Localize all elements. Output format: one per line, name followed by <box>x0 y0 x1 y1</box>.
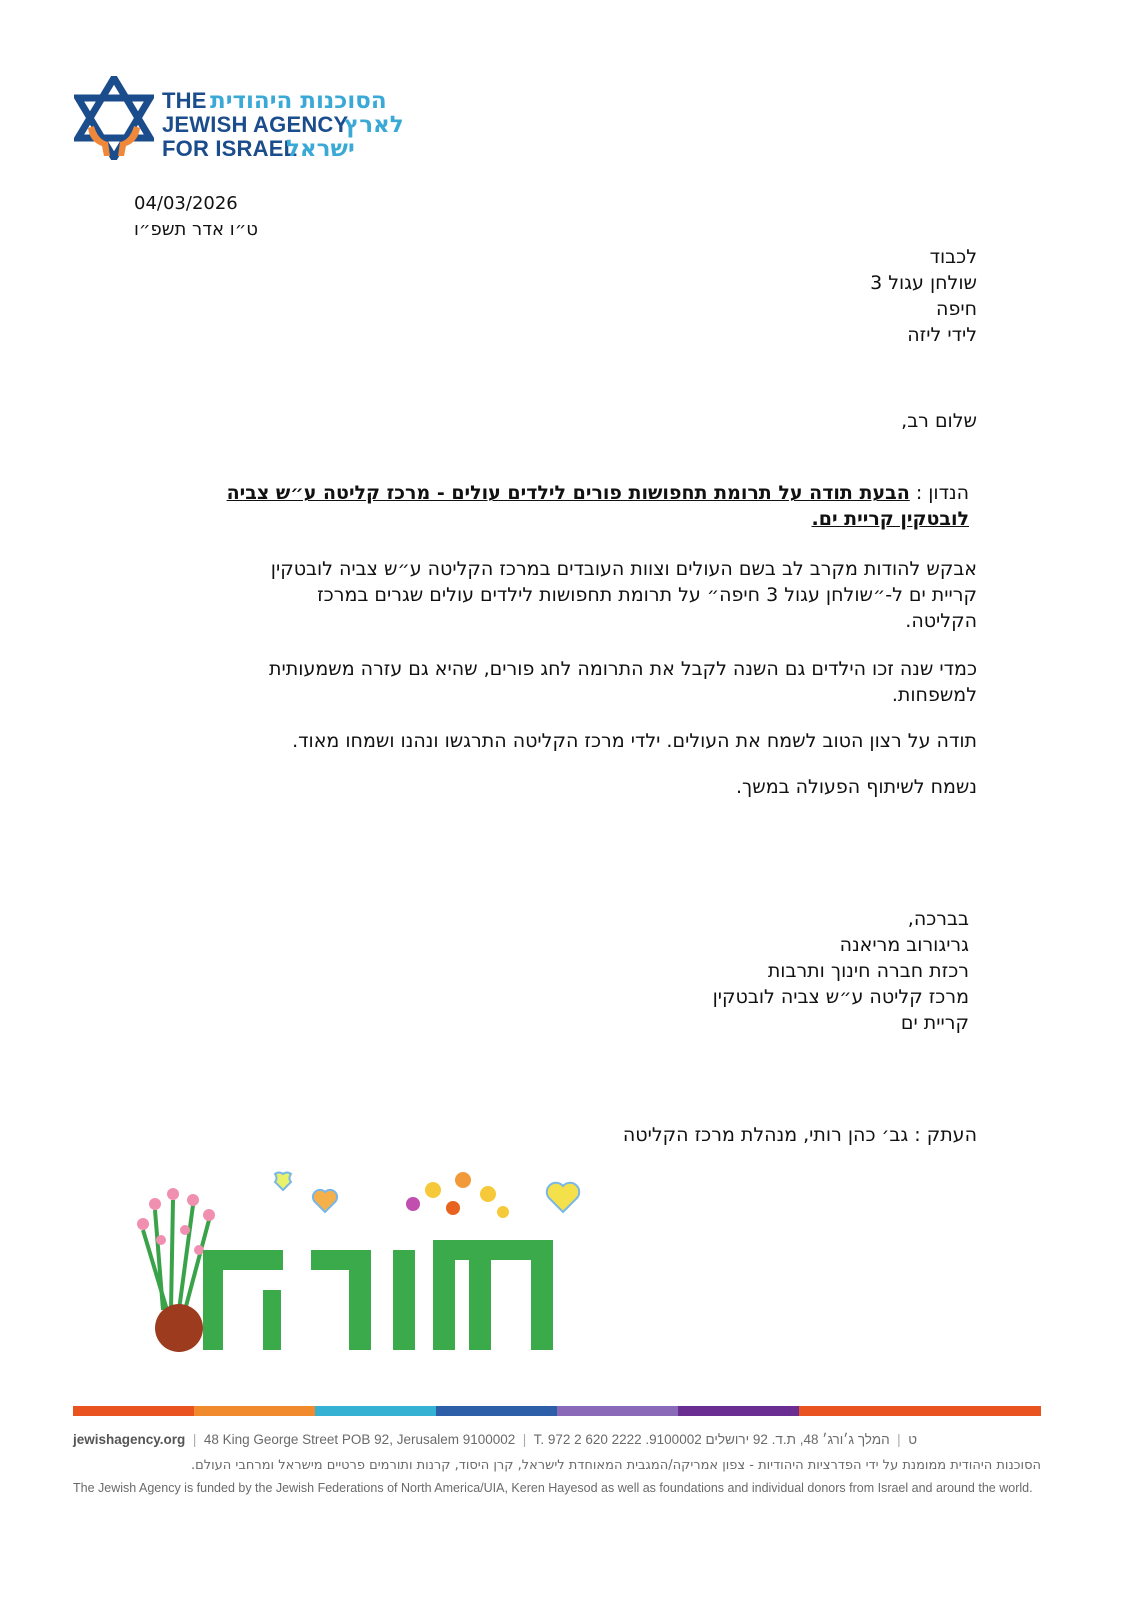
green-letters <box>203 1240 553 1350</box>
subject-block <box>139 480 969 532</box>
recipient-line: שולחן עגול 3 <box>870 272 977 294</box>
star-of-david-hands-icon <box>74 76 154 160</box>
footer-bar-segment <box>436 1406 557 1416</box>
signature-line: רכזת חברה חינוך ותרבות <box>767 960 969 982</box>
logo-he-line3: ישראל <box>286 136 355 162</box>
body-paragraph-2 <box>137 656 977 708</box>
footer-contact-row: jewishagency.org | 48 King George Street POB 92, Jerusalem 9100002 | T. 972 2 620 2222 .ט | המלך ג׳ורג׳ 48, ת.ד. 92 ירושלים 9100002 <box>73 1432 918 1447</box>
footer-bar-segment <box>799 1406 920 1416</box>
gregorian-date: 04/03/2026 <box>134 193 238 214</box>
recipient-line: לכבוד <box>929 246 977 268</box>
footer-bar-segment <box>920 1406 1041 1416</box>
footer-bar-segment <box>557 1406 678 1416</box>
recipient-line: לידי ליזה <box>907 324 977 346</box>
cc-line: העתק : גב׳ כהן רותי, מנהלת מרכז הקליטה <box>622 1124 977 1146</box>
recipient-line: חיפה <box>936 298 977 320</box>
footer-bar-segment <box>315 1406 436 1416</box>
logo-en-line2: JEWISH AGENCY <box>162 112 349 137</box>
subject-label: הנדון : <box>915 482 969 504</box>
logo-he-line2: לארץ <box>344 112 404 138</box>
body-paragraph-1 <box>137 556 977 634</box>
footer-address-he: המלך ג׳ורג׳ 48, ת.ד. 92 ירושלים 9100002 <box>649 1432 890 1447</box>
body-paragraph-3: תודה על רצון הטוב לשמח את העולים. ילדי מרכז הקליטה התרגשו ונהנו ושמחו מאוד. <box>292 730 977 752</box>
recipient-block <box>870 244 977 348</box>
logo-he-line1: הסוכנות היהודית <box>210 88 387 114</box>
footer-bar-segment <box>73 1406 194 1416</box>
footer-funding-en: The Jewish Agency is funded by the Jewish Federations of North America/UIA, Keren Hayesod as well as foundations and individual donors from Israel and around the world. <box>73 1481 1033 1495</box>
logo-en-line1: THE <box>162 88 207 113</box>
body-line: קריית ים ל-״שולחן עגול 3 חיפה״ על תרומת תחפושות לילדים עולים שגרים במרכז <box>317 584 977 606</box>
footer-address-en: 48 King George Street POB 92, Jerusalem 9100002 <box>203 1432 516 1447</box>
signature-line: מרכז קליטה ע״ש צביה לובטקין <box>712 986 969 1008</box>
footer-website[interactable]: jewishagency.org <box>73 1432 186 1447</box>
signature-line: קריית ים <box>900 1012 969 1034</box>
thank-you-illustration <box>133 1160 623 1360</box>
greeting: שלום רב, <box>901 410 977 432</box>
soil-ball <box>155 1304 203 1352</box>
body-line: אבקש להודות מקרב לב בשם העולים וצוות העובדים במרכז הקליטה ע״ש צביה לובטקין <box>270 558 977 580</box>
jewish-agency-logo <box>74 76 434 166</box>
body-line: כמדי שנה זכו הילדים גם השנה לקבל את התרומה לחג פורים, שהיא גם עזרה משמעותית <box>269 658 977 680</box>
bouquet <box>406 1172 509 1218</box>
signature-line: גריגורוב מריאנה <box>839 934 969 956</box>
subject-text-line1: הבעת תודה על תרומת תחפושות פורים לילדים עולים - מרכז קליטה ע״ש צביה <box>226 482 910 504</box>
logo-en-line3: FOR ISRAEL <box>162 136 298 161</box>
body-paragraph-4: נשמח לשיתוף הפעולה במשך. <box>736 776 977 798</box>
footer-bar-segment <box>678 1406 799 1416</box>
footer-phone: T. 972 2 620 2222 .ט <box>533 1432 918 1447</box>
flower-stems <box>143 1200 209 1310</box>
hebrew-date: ט״ו אדר תשפ״ו <box>134 219 258 240</box>
footer-funding-he: הסוכנות היהודית ממומנת על ידי הפדרציות היהודיות - צפון אמריקה/המגבית המאוחדת לישראל, קרן היסוד, קרנות ותורמים פרטיים מישראל ומרחבי העולם. <box>190 1458 1041 1473</box>
body-line: הקליטה. <box>905 610 977 632</box>
body-line: למשפחות. <box>891 684 977 706</box>
signature-block <box>713 906 969 1036</box>
footer-color-bar <box>73 1406 1041 1416</box>
subject-text-line2: לובטקין קריית ים. <box>811 508 969 530</box>
thank-you-drawing <box>133 1160 623 1360</box>
footer-bar-segment <box>194 1406 315 1416</box>
signature-line: בברכה, <box>907 908 969 930</box>
